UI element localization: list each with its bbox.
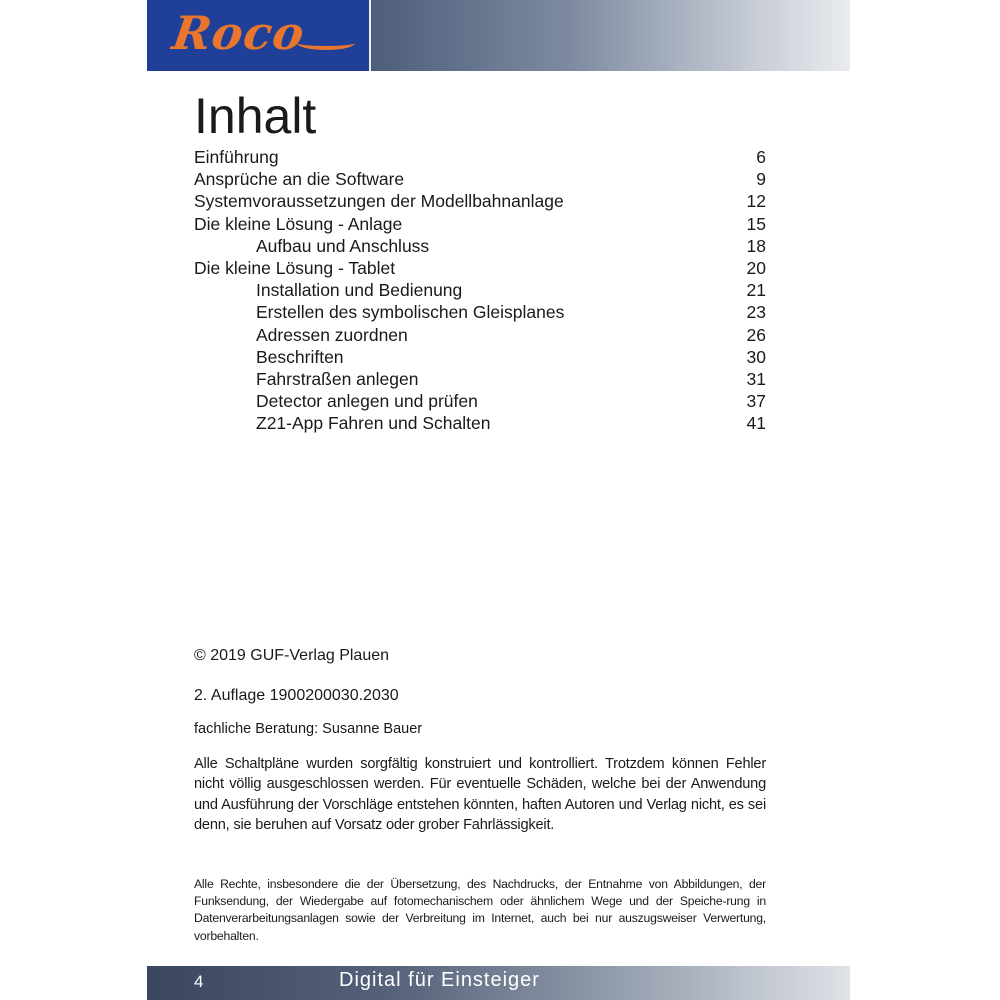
toc-entry-page: 26: [746, 324, 766, 345]
toc-entry-page: 21: [746, 280, 766, 301]
toc-entry: [194, 412, 766, 434]
disclaimer-paragraph: Alle Schaltpläne wurden sorgfältig konstruiert und kontrolliert. Trotzdem können Fehler nicht völlig ausgeschlossen werden. Für eventuelle Schäden, welche bei der Anwendung und Ausführung der Vorschläge entstehen könnten, haften Autoren und Verlag nicht, es sei denn, sie beruhen auf Vorsatz oder grober Fahrlässigkeit.: [194, 756, 766, 834]
page-footer-banner: [147, 966, 850, 1000]
toc-entry-page: 31: [746, 368, 766, 389]
toc-entry-page: 41: [746, 413, 766, 434]
toc-entry-page: 30: [746, 346, 766, 367]
toc-entry: [194, 346, 766, 368]
toc-entry: [194, 368, 766, 390]
toc-entry-page: 15: [746, 213, 766, 234]
toc-entry-label: Ansprüche an die Software: [194, 169, 405, 190]
table-of-contents: [194, 146, 766, 434]
rights-paragraph: Alle Rechte, insbesondere die der Übersetzung, des Nachdrucks, der Entnahme von Abbildungen, der Funksendung, der Wiedergabe auf fotomechanischem oder ähnlichem Wege und der Speiche-rung in Datenverarbeitungsanlagen sowie der Verbreitung im Internet, auch bei nur auszugsweiser Verwertung, vorbehalten.: [194, 877, 766, 943]
toc-entry-page: 9: [756, 169, 766, 190]
toc-entry: [194, 301, 766, 323]
roco-logo-text: Roco: [169, 6, 309, 60]
toc-entry-label: Die kleine Lösung - Anlage: [194, 213, 403, 234]
toc-entry-label: Adressen zuordnen: [256, 324, 408, 345]
copyright-line: © 2019 GUF-Verlag Plauen: [194, 647, 390, 664]
toc-entry-label: Installation und Bedienung: [256, 280, 463, 301]
toc-entry-page: 23: [746, 302, 766, 323]
toc-entry: [194, 146, 766, 168]
toc-entry-label: Erstellen des symbolischen Gleisplanes: [256, 302, 565, 323]
toc-entry-page: 6: [756, 147, 766, 167]
toc-entry-label: Systemvoraussetzungen der Modellbahnanlage: [194, 191, 564, 212]
toc-entry: [194, 257, 766, 279]
toc-entry: [194, 235, 766, 257]
toc-entry: [194, 213, 766, 235]
toc-entry: [194, 168, 766, 190]
toc-entry-page: 37: [746, 391, 766, 412]
page-header-banner: [147, 0, 850, 71]
toc-entry-label: Die kleine Lösung - Tablet: [194, 257, 396, 278]
toc-entry-page: 18: [746, 235, 766, 256]
toc-entry-label: Einführung: [194, 147, 279, 167]
toc-entry-label: Aufbau und Anschluss: [256, 235, 430, 256]
toc-entry: [194, 324, 766, 346]
toc-entry-page: 12: [746, 191, 766, 212]
page-title: Inhalt: [194, 88, 317, 144]
footer-book-title: Digital für Einsteiger: [339, 969, 540, 991]
toc-entry-label: Fahrstraßen anlegen: [256, 368, 419, 389]
toc-entry: [194, 390, 766, 412]
toc-entry: [194, 190, 766, 212]
logo-swash-decoration: [297, 36, 355, 50]
toc-entry-label: Beschriften: [256, 346, 344, 367]
toc-entry: [194, 279, 766, 301]
advisor-line: fachliche Beratung: Susanne Bauer: [194, 721, 423, 737]
toc-entry-page: 20: [746, 257, 766, 278]
page-number: 4: [194, 972, 204, 991]
edition-line: 2. Auflage 1900200030.2030: [194, 687, 399, 704]
roco-logo: [147, 0, 371, 71]
toc-entry-label: Detector anlegen und prüfen: [256, 391, 478, 412]
toc-entry-label: Z21-App Fahren und Schalten: [256, 413, 491, 434]
